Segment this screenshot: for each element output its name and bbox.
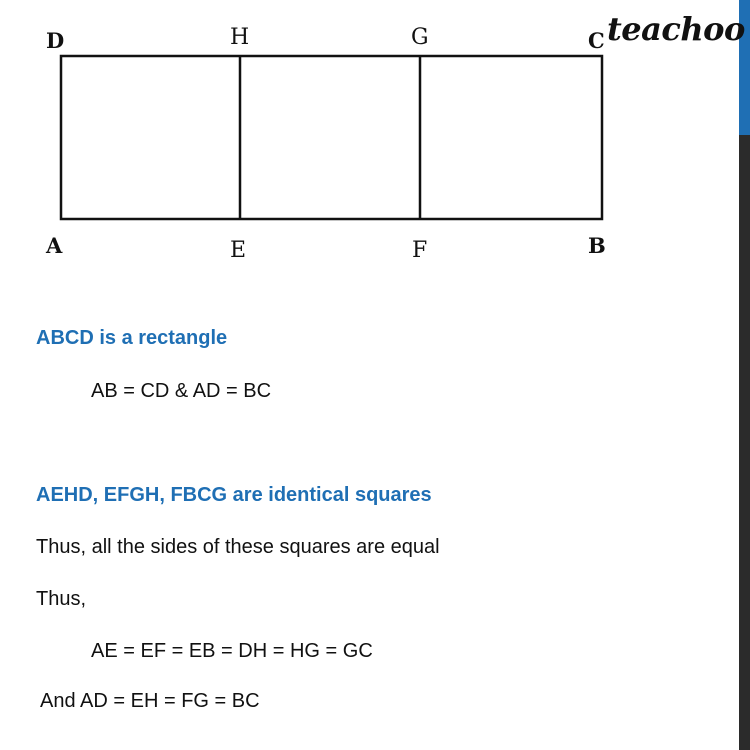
- label-b: B: [588, 233, 606, 258]
- label-c: C: [588, 28, 605, 53]
- equation-horizontal-sides: AE = EF = EB = DH = HG = GC: [91, 640, 373, 662]
- heading-identical-squares: AEHD, EFGH, FBCG are identical squares: [36, 484, 432, 506]
- label-e: E: [230, 238, 247, 263]
- label-h: H: [230, 25, 250, 50]
- teachoo-logo: teachoo: [607, 10, 745, 48]
- label-d: D: [46, 28, 65, 53]
- equation-rectangle-sides: AB = CD & AD = BC: [91, 380, 272, 402]
- rectangle-figure: [0, 0, 750, 300]
- label-f: F: [412, 238, 428, 263]
- label-g: G: [411, 25, 429, 50]
- label-a: A: [46, 233, 63, 258]
- rectangle-abcd: [61, 56, 602, 219]
- statement-thus: Thus,: [36, 588, 87, 610]
- heading-rectangle: ABCD is a rectangle: [36, 327, 228, 349]
- statement-equal-sides: Thus, all the sides of these squares are equal: [36, 536, 440, 558]
- equation-vertical-sides: And AD = EH = FG = BC: [40, 690, 260, 712]
